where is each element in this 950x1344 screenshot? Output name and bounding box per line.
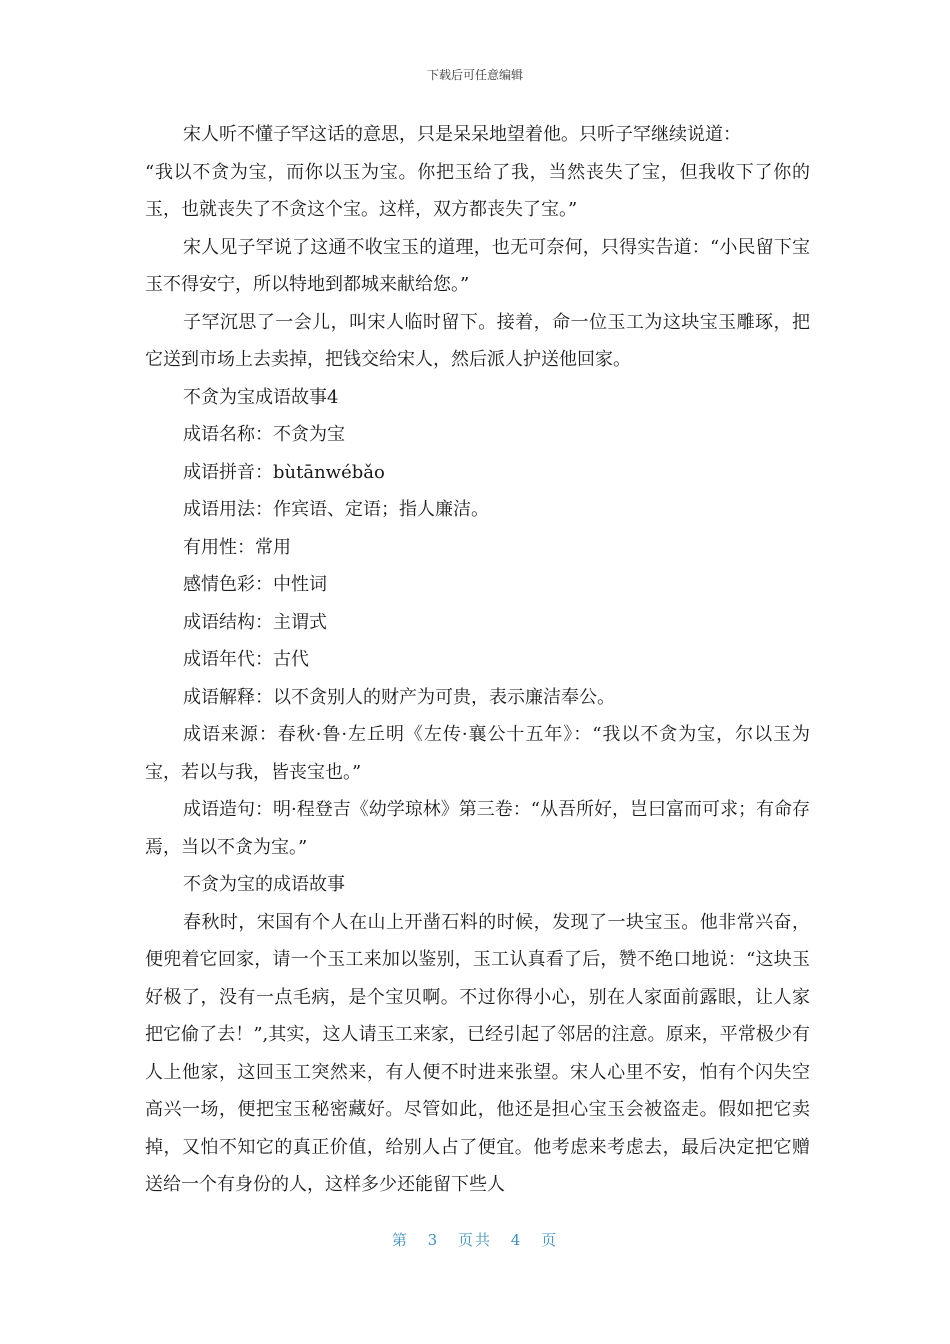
document-body [145, 116, 810, 1204]
total-page-number: 4 [510, 1231, 523, 1249]
paragraph: 宋人听不懂子罕这话的意思，只是呆呆地望着他。只听子罕继续说道： [183, 124, 741, 145]
idiom-meaning: 成语解释：以不贪别人的财产为可贵，表示廉洁奉公。 [183, 686, 615, 708]
idiom-sentiment: 感情色彩：中性词 [183, 574, 327, 595]
idiom-source: 成语来源：春秋·鲁·左丘明《左传·襄公十五年》：“我以不贪为宝，尔以玉为宝，若以与我，皆丧宝也。” [145, 724, 810, 783]
paragraph: “我以不贪为宝，而你以玉为宝。你把玉给了我，当然丧失了宝，但我收下了你的玉，也就丧失了不贪这个宝。这样，双方都丧失了宝。” [145, 161, 810, 220]
idiom-structure: 成语结构：主谓式 [183, 611, 327, 633]
footer-suffix: 页 [541, 1231, 559, 1249]
footer-prefix: 第 [391, 1231, 409, 1249]
story-paragraph: 春秋时，宋国有个人在山上开凿石料的时候，发现了一块宝玉。他非常兴奋，便兜着它回家，请一个玉工来加以鉴别，玉工认真看了后，赞不绝口地说：“这块玉好极了，没有一点毛病，是个宝贝啊。不过你得小心，别在人家面前露眼，让人家把它偷了去！”,其实，这人请玉工来家，已经引起了邻居的注意。原来，平常极少有人上他家，这回玉工突然来，有人便不时进来张望。宋人心里不安，怕有个闪失空高兴一场，便把宝玉秘密藏好。尽管如此，他还是担心宝玉会被盗走。假如把它卖掉，又怕不知它的真正价值，给别人占了便宜。他考虑来考虑去，最后决定把它赠送给一个有身份的人，这样多少还能留下些人 [145, 911, 810, 1195]
paragraph: 宋人见子罕说了这通不收宝玉的道理，也无可奈何，只得实告道：“小民留下宝玉不得安宁，所以特地到都城来献给您。” [145, 236, 810, 295]
idiom-name: 成语名称：不贪为宝 [183, 424, 345, 445]
current-page-number: 3 [427, 1231, 440, 1249]
idiom-pinyin: 成语拼音：bùtānwébǎo [183, 461, 385, 483]
section-heading: 不贪为宝的成语故事 [183, 874, 345, 895]
idiom-frequency: 有用性：常用 [183, 536, 291, 558]
paragraph: 子罕沉思了一会儿，叫宋人临时留下。接着，命一位玉工为这块宝玉雕琢，把它送到市场上去卖掉，把钱交给宋人，然后派人护送他回家。 [145, 311, 810, 370]
idiom-era: 成语年代：古代 [183, 649, 309, 670]
section-heading: 不贪为宝成语故事4 [183, 386, 339, 408]
idiom-usage: 成语用法：作宾语、定语；指人廉洁。 [183, 499, 489, 520]
page-header: 下载后可任意编辑 [426, 68, 523, 82]
page-footer [0, 1229, 950, 1250]
footer-middle: 页共 [457, 1231, 492, 1249]
idiom-example: 成语造句：明·程登吉《幼学琼林》第三卷：“从吾所好，岂曰富而可求；有命存焉，当以不贪为宝。” [145, 799, 810, 858]
